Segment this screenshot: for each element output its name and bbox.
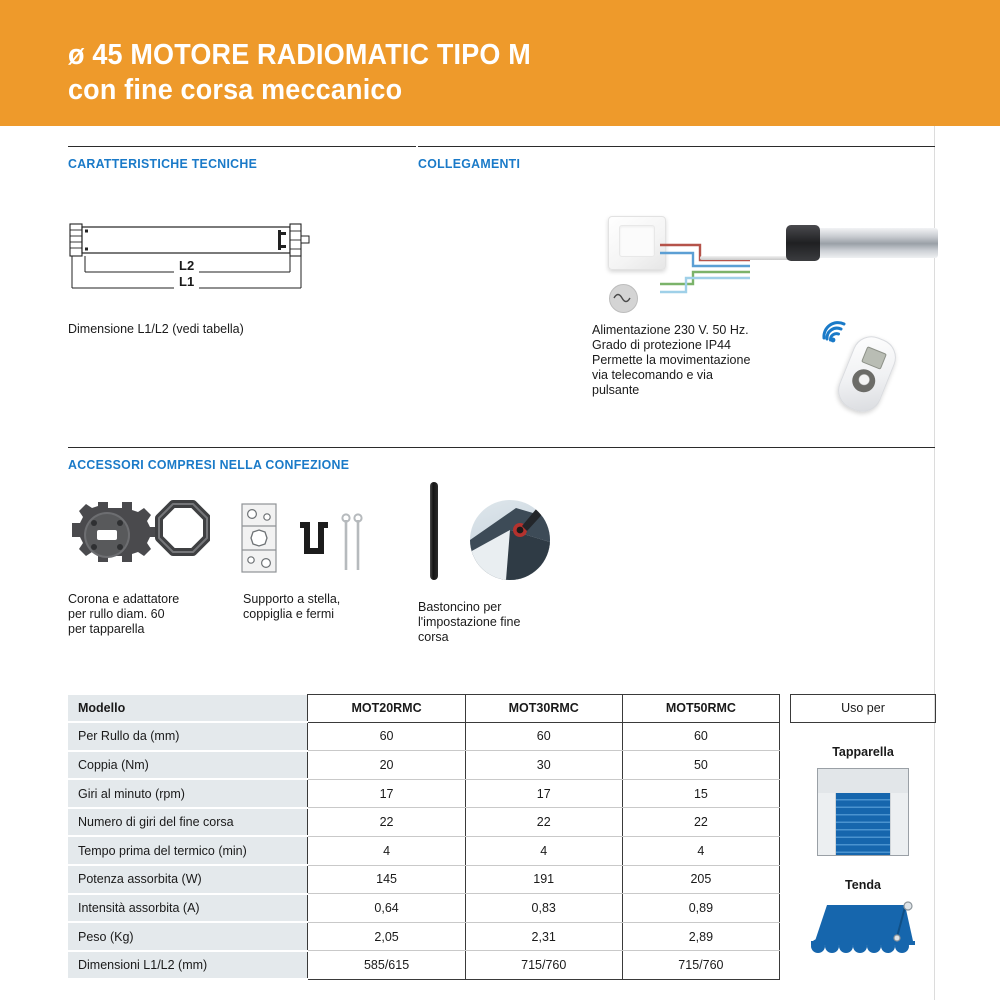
row-label: Intensità assorbita (A) — [68, 894, 308, 923]
accessory-caption-0-line-0: Corona e adattatore — [68, 592, 180, 606]
awning-art — [809, 901, 917, 957]
row-value: 20 — [308, 751, 465, 780]
accessory-caption-0 — [68, 592, 179, 637]
row-value: 22 — [465, 808, 622, 837]
row-value: 4 — [465, 836, 622, 865]
accessory-caption-0-line-1: per rullo diam. 60 — [68, 607, 165, 621]
accessory-caption-2-line-2: corsa — [418, 630, 449, 644]
connections-line-2: Permette la movimentazione — [592, 353, 751, 367]
remote-display — [861, 346, 887, 370]
row-value: 0,64 — [308, 894, 465, 923]
accessories-section-title: ACCESSORI COMPRESI NELLA CONFEZIONE — [68, 457, 350, 472]
table-row — [68, 894, 780, 923]
connections-description — [592, 323, 750, 398]
row-value: 585/615 — [308, 951, 465, 980]
row-value: 0,89 — [622, 894, 779, 923]
row-value: 60 — [622, 722, 779, 751]
connections-line-4: pulsante — [592, 383, 640, 397]
row-value: 17 — [465, 779, 622, 808]
accessory-caption-2 — [418, 600, 520, 645]
row-label: Dimensioni L1/L2 (mm) — [68, 951, 308, 980]
page-title-line2: con fine corsa meccanico — [68, 74, 403, 106]
row-value: 0,83 — [465, 894, 622, 923]
ac-sine-glyph — [610, 285, 635, 310]
table-row — [68, 951, 780, 980]
row-value: 22 — [308, 808, 465, 837]
accessory-caption-1-line-1: coppiglia e fermi — [243, 607, 335, 621]
connections-line-0: Alimentazione 230 V. 50 Hz. — [592, 323, 749, 337]
table-row — [68, 865, 780, 894]
row-label: Peso (Kg) — [68, 922, 308, 951]
accessories-section-rule — [68, 447, 935, 448]
row-label: Per Rullo da (mm) — [68, 722, 308, 751]
roller-shutter-icon — [817, 768, 909, 856]
specifications-table-body — [68, 695, 780, 980]
ac-source-icon — [609, 284, 638, 313]
row-value: 191 — [465, 865, 622, 894]
table-row — [68, 836, 780, 865]
shutter-side-left — [818, 793, 835, 855]
wiring-diagram-icon — [655, 240, 805, 320]
accessory-caption-2-line-1: l'impostazione fine — [418, 615, 521, 629]
rod-insertion-photo — [470, 500, 550, 580]
connections-line-1: Grado di protezione IP44 — [592, 338, 731, 352]
tech-section-rule — [68, 146, 416, 147]
page-title-line1: ø 45 MOTORE RADIOMATIC TIPO M — [68, 39, 531, 71]
table-header-model-1: MOT30RMC — [465, 695, 622, 723]
table-header-model-2: MOT50RMC — [622, 695, 779, 723]
use-for-header: Uso per — [790, 694, 936, 723]
wall-switch-button — [619, 225, 655, 257]
row-value: 715/760 — [465, 951, 622, 980]
specifications-table — [68, 694, 780, 980]
table-row — [68, 722, 780, 751]
use-for-item-1-label: Tenda — [845, 878, 881, 892]
table-row — [68, 808, 780, 837]
setting-rod-icon — [430, 482, 438, 580]
dimension-label-l1: L1 — [174, 274, 199, 289]
table-header-label: Modello — [68, 695, 308, 723]
awning-icon — [809, 901, 917, 957]
connections-section-title: COLLEGAMENTI — [418, 156, 521, 171]
row-label: Tempo prima del termico (min) — [68, 836, 308, 865]
wifi-signal-icon — [820, 318, 850, 344]
table-header-model-0: MOT20RMC — [308, 695, 465, 723]
accessory-caption-2-line-0: Bastoncino per — [418, 600, 502, 614]
motor-dimension-drawing — [68, 210, 328, 305]
table-row — [68, 922, 780, 951]
tech-drawing-caption: Dimensione L1/L2 (vedi tabella) — [68, 322, 244, 336]
row-value: 2,31 — [465, 922, 622, 951]
row-label: Coppia (Nm) — [68, 751, 308, 780]
row-value: 2,89 — [622, 922, 779, 951]
dimension-label-l2: L2 — [174, 258, 199, 273]
row-value: 15 — [622, 779, 779, 808]
table-header-row — [68, 695, 780, 723]
rod-insertion-photo-art — [470, 500, 550, 580]
row-value: 60 — [308, 722, 465, 751]
motor-cable-icon — [700, 256, 792, 260]
shutter-side-right — [891, 793, 908, 855]
crown-adapter-icon — [62, 498, 210, 578]
row-value: 715/760 — [622, 951, 779, 980]
row-value: 205 — [622, 865, 779, 894]
row-value: 22 — [622, 808, 779, 837]
page-title — [68, 38, 531, 108]
accessory-caption-0-line-2: per tapparella — [68, 622, 145, 636]
table-row — [68, 751, 780, 780]
row-label: Giri al minuto (rpm) — [68, 779, 308, 808]
row-label: Numero di giri del fine corsa — [68, 808, 308, 837]
tech-section-title: CARATTERISTICHE TECNICHE — [68, 156, 258, 171]
row-value: 50 — [622, 751, 779, 780]
use-for-item-0-label: Tapparella — [832, 745, 894, 759]
remote-button — [849, 366, 879, 396]
motor-head-icon — [786, 225, 820, 261]
connections-line-3: via telecomando e via — [592, 368, 713, 382]
row-value: 4 — [308, 836, 465, 865]
page-header-banner — [0, 0, 1000, 126]
use-for-column — [790, 694, 936, 957]
row-value: 145 — [308, 865, 465, 894]
accessory-caption-1-line-0: Supporto a stella, — [243, 592, 341, 606]
accessory-caption-1 — [243, 592, 340, 622]
row-value: 4 — [622, 836, 779, 865]
row-value: 30 — [465, 751, 622, 780]
row-label: Potenza assorbita (W) — [68, 865, 308, 894]
table-row — [68, 779, 780, 808]
row-value: 2,05 — [308, 922, 465, 951]
connections-section-rule — [418, 146, 935, 147]
shutter-box — [818, 769, 908, 794]
star-support-icon — [238, 500, 373, 578]
row-value: 60 — [465, 722, 622, 751]
shutter-slats — [835, 793, 891, 855]
row-value: 17 — [308, 779, 465, 808]
